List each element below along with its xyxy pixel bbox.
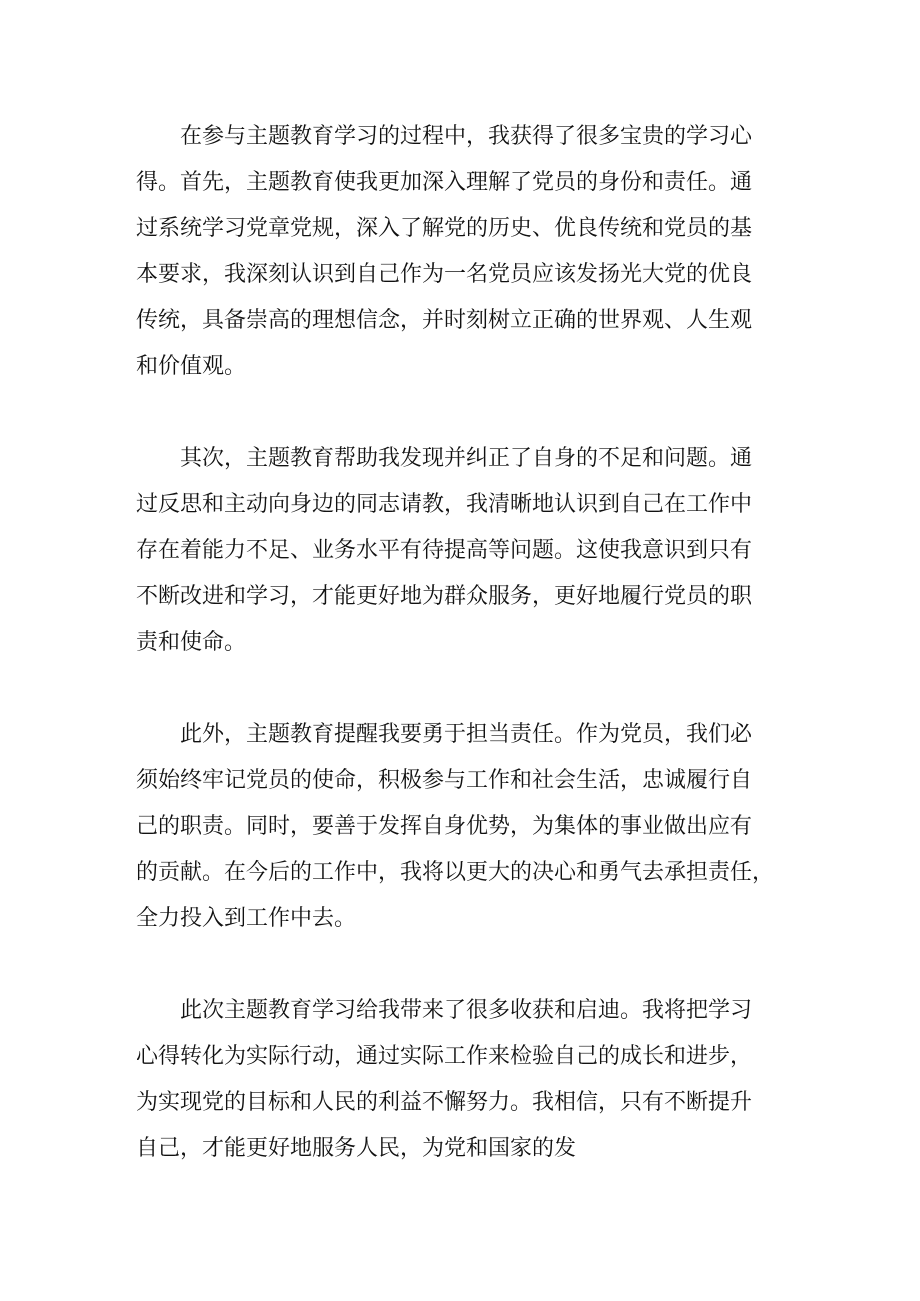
text-line: 得。首先，主题教育使我更加深入理解了党员的身份和责任。通	[136, 170, 753, 195]
paragraph-2	[136, 436, 786, 666]
text-line: 的贡献。在今后的工作中，我将以更大的决心和勇气去承担责任，	[136, 860, 775, 885]
paragraph-1	[136, 114, 786, 390]
text-line: 过系统学习党章党规，深入了解党的历史、优良传统和党员的基	[136, 216, 753, 241]
text-line: 责和使命。	[136, 630, 247, 655]
document-body	[136, 114, 786, 1172]
text-line: 和价值观。	[136, 354, 247, 379]
text-line: 此外，主题教育提醒我要勇于担当责任。作为党员，我们必	[180, 722, 753, 747]
text-line: 须始终牢记党员的使命，积极参与工作和社会生活，忠诚履行自	[136, 768, 753, 793]
paragraph-spacer	[136, 942, 786, 988]
paragraph-spacer	[136, 390, 786, 436]
text-line: 自己，才能更好地服务人民，为党和国家的发	[136, 1136, 577, 1161]
text-line: 在参与主题教育学习的过程中，我获得了很多宝贵的学习心	[180, 124, 753, 149]
text-line: 不断改进和学习，才能更好地为群众服务，更好地履行党员的职	[136, 584, 753, 609]
text-line: 己的职责。同时，要善于发挥自身优势，为集体的事业做出应有	[136, 814, 753, 839]
text-line: 此次主题教育学习给我带来了很多收获和启迪。我将把学习	[180, 998, 753, 1023]
text-line: 为实现党的目标和人民的利益不懈努力。我相信，只有不断提升	[136, 1090, 753, 1115]
text-line: 本要求，我深刻认识到自己作为一名党员应该发扬光大党的优良	[136, 262, 753, 287]
text-line: 心得转化为实际行动，通过实际工作来检验自己的成长和进步，	[136, 1044, 753, 1069]
paragraph-spacer	[136, 666, 786, 712]
paragraph-4	[136, 988, 786, 1172]
text-line: 其次，主题教育帮助我发现并纠正了自身的不足和问题。通	[180, 446, 753, 471]
paragraph-3	[136, 712, 786, 942]
text-line: 存在着能力不足、业务水平有待提高等问题。这使我意识到只有	[136, 538, 753, 563]
text-line: 全力投入到工作中去。	[136, 906, 357, 931]
text-line: 过反思和主动向身边的同志请教，我清晰地认识到自己在工作中	[136, 492, 753, 517]
text-line: 传统，具备崇高的理想信念，并时刻树立正确的世界观、人生观	[136, 308, 753, 333]
